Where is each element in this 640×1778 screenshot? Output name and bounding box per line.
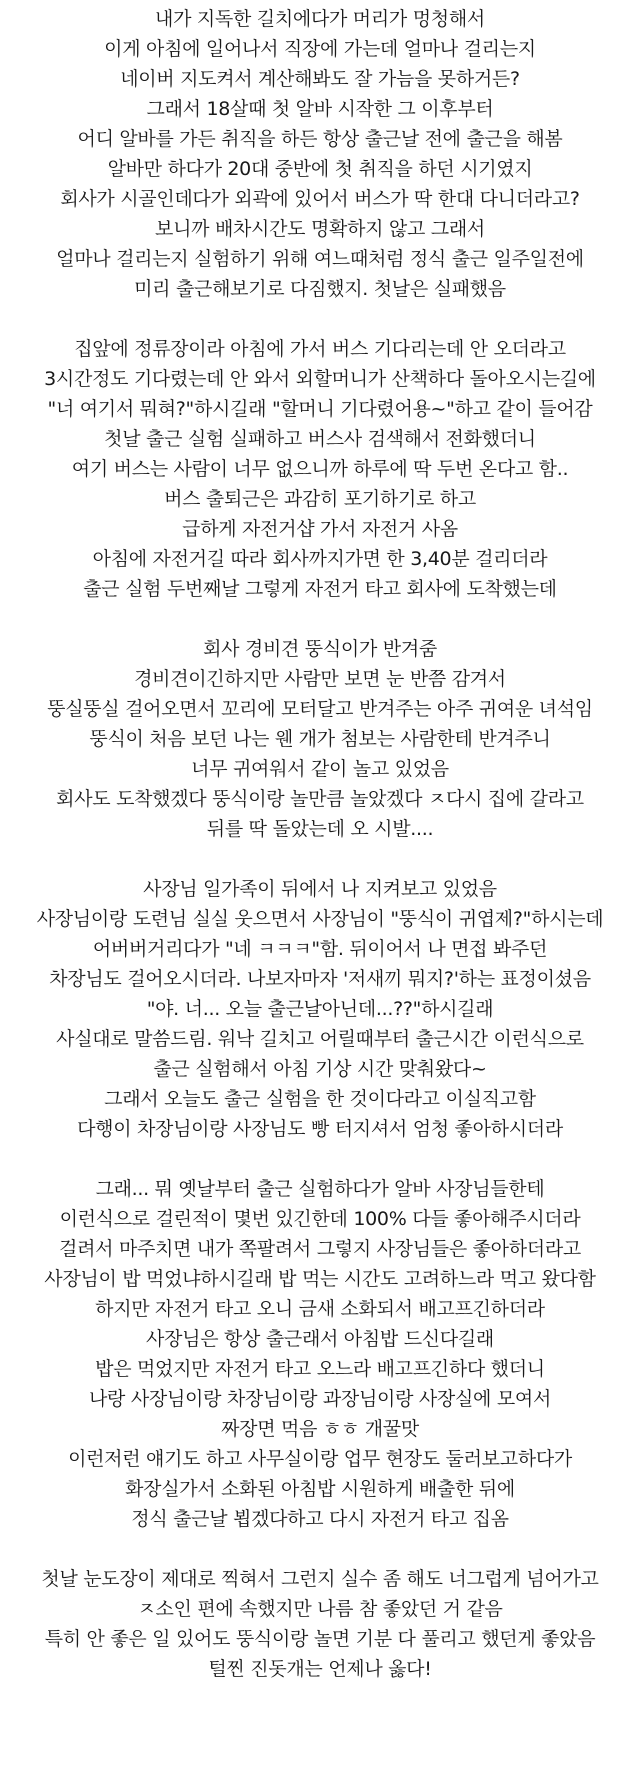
text-line: 어버버거리다가 "네 ㅋㅋㅋ"함. 뒤이어서 나 면접 봐주던 bbox=[92, 938, 548, 960]
text-line: 출근 실험 두번째날 그렇게 자전거 타고 회사에 도착했는데 bbox=[83, 578, 557, 600]
text-line: 버스 출퇴근은 과감히 포기하기로 하고 bbox=[164, 488, 476, 510]
text-line: 짜장면 먹음 ㅎㅎ 개꿀맛 bbox=[221, 1418, 419, 1440]
text-line: 사실대로 말씀드림. 워낙 길치고 어릴때부터 출근시간 이런식으로 bbox=[56, 1028, 584, 1050]
text-line: 사장님 일가족이 뒤에서 나 지켜보고 있었음 bbox=[143, 878, 497, 900]
text-line: 사장님이랑 도련님 실실 웃으면서 사장님이 "뚱식이 귀엽제?"하시는데 bbox=[36, 908, 604, 930]
paragraph-3 bbox=[0, 634, 640, 844]
text-line: 뚱실뚱실 걸어오면서 꼬리에 모터달고 반겨주는 아주 귀여운 녀석임 bbox=[47, 698, 593, 720]
text-line: 그래... 뭐 옛날부터 출근 실험하다가 알바 사장님들한테 bbox=[95, 1178, 545, 1200]
text-line: 그래서 오늘도 출근 실험을 한 것이다라고 이실직고함 bbox=[104, 1088, 536, 1110]
text-line: 특히 안 좋은 일 있어도 뚱식이랑 놀면 기분 다 풀리고 했던게 좋았음 bbox=[44, 1628, 596, 1650]
text-line: 이게 아침에 일어나서 직장에 가는데 얼마나 걸리는지 bbox=[104, 38, 536, 60]
paragraph-2 bbox=[0, 334, 640, 604]
text-line: 차장님도 걸어오시더라. 나보자마자 '저새끼 뭐지?'하는 표정이셨음 bbox=[49, 968, 591, 990]
text-line: 화장실가서 소화된 아침밥 시원하게 배출한 뒤에 bbox=[125, 1478, 515, 1500]
text-line: 첫날 눈도장이 제대로 찍혀서 그런지 실수 좀 해도 너그럽게 넘어가고 bbox=[41, 1568, 599, 1590]
text-line: 미리 출근해보기로 다짐했지. 첫날은 실패했음 bbox=[134, 278, 506, 300]
text-line: 다행이 차장님이랑 사장님도 빵 터지셔서 엄청 좋아하시더라 bbox=[77, 1118, 563, 1140]
text-line: 출근 실험해서 아침 기상 시간 맞춰왔다~ bbox=[153, 1058, 487, 1080]
text-line: 이런저런 얘기도 하고 사무실이랑 업무 현장도 둘러보고하다가 bbox=[68, 1448, 572, 1470]
text-line: 하지만 자전거 타고 오니 금새 소화되서 배고프긴하더라 bbox=[95, 1298, 545, 1320]
text-line: "너 여기서 뭐혀?"하시길래 "할머니 기다렸어용~"하고 같이 들어감 bbox=[47, 398, 593, 420]
text-line: 사장님이 밥 먹었냐하시길래 밥 먹는 시간도 고려하느라 먹고 왔다함 bbox=[44, 1268, 596, 1290]
text-line: 회사 경비견 뚱식이가 반겨줌 bbox=[203, 638, 437, 660]
text-line: 회사가 시골인데다가 외곽에 있어서 버스가 딱 한대 다니더라고? bbox=[60, 188, 580, 210]
text-line: 회사도 도착했겠다 뚱식이랑 놀만큼 놀았겠다 ㅈ다시 집에 갈라고 bbox=[56, 788, 584, 810]
text-line: 밥은 먹었지만 자전거 타고 오느라 배고프긴하다 했더니 bbox=[95, 1358, 545, 1380]
text-line: 급하게 자전거샵 가서 자전거 사옴 bbox=[182, 518, 458, 540]
text-line: 경비견이긴하지만 사람만 보면 눈 반쯤 감겨서 bbox=[134, 668, 506, 690]
text-line: 어디 알바를 가든 취직을 하든 항상 출근날 전에 출근을 해봄 bbox=[77, 128, 563, 150]
text-line: 정식 출근날 뵙겠다하고 다시 자전거 타고 집옴 bbox=[131, 1508, 509, 1530]
paragraph-1 bbox=[0, 4, 640, 304]
text-line: 뒤를 딱 돌았는데 오 시발.... bbox=[206, 818, 434, 840]
paragraph-4 bbox=[0, 874, 640, 1144]
text-line: 얼마나 걸리는지 실험하기 위해 여느때처럼 정식 출근 일주일전에 bbox=[56, 248, 584, 270]
text-line: "야. 너... 오늘 출근날아닌데...??"하시길래 bbox=[146, 998, 494, 1020]
paragraph-6 bbox=[0, 1564, 640, 1684]
text-line: 아침에 자전거길 따라 회사까지가면 한 3,40분 걸리더라 bbox=[92, 548, 548, 570]
text-line: 나랑 사장님이랑 차장님이랑 과장님이랑 사장실에 모여서 bbox=[89, 1388, 551, 1410]
text-line: 너무 귀여워서 같이 놀고 있었음 bbox=[191, 758, 449, 780]
text-line: 첫날 출근 실험 실패하고 버스사 검색해서 전화했더니 bbox=[104, 428, 536, 450]
text-line: 걸려서 마주치면 내가 쪽팔려서 그렇지 사장님들은 좋아하더라고 bbox=[59, 1238, 581, 1260]
paragraph-5 bbox=[0, 1174, 640, 1534]
text-line: 털찐 진돗개는 언제나 옳다! bbox=[208, 1658, 432, 1680]
text-line: 내가 지독한 길치에다가 머리가 멍청해서 bbox=[155, 8, 485, 30]
text-line: 사장님은 항상 출근래서 아침밥 드신다길래 bbox=[146, 1328, 494, 1350]
text-line: 네이버 지도켜서 계산해봐도 잘 가늠을 못하거든? bbox=[120, 68, 520, 90]
text-line: 보니까 배차시간도 명확하지 않고 그래서 bbox=[155, 218, 485, 240]
text-line: 그래서 18살때 첫 알바 시작한 그 이후부터 bbox=[146, 98, 494, 120]
text-line: 3시간정도 기다렸는데 안 와서 외할머니가 산책하다 돌아오시는길에 bbox=[44, 368, 596, 390]
text-line: 뚱식이 처음 보던 나는 웬 개가 첨보는 사람한테 반겨주니 bbox=[89, 728, 551, 750]
text-line: 여기 버스는 사람이 너무 없으니까 하루에 딱 두번 온다고 함.. bbox=[71, 458, 569, 480]
text-line: 알바만 하다가 20대 중반에 첫 취직을 하던 시기였지 bbox=[107, 158, 533, 180]
text-line: ㅈ소인 편에 속했지만 나름 참 좋았던 거 같음 bbox=[137, 1598, 503, 1620]
text-line: 집앞에 정류장이라 아침에 가서 버스 기다리는데 안 오더라고 bbox=[74, 338, 566, 360]
text-line: 이런식으로 걸린적이 몇번 있긴한데 100% 다들 좋아해주시더라 bbox=[59, 1208, 581, 1230]
